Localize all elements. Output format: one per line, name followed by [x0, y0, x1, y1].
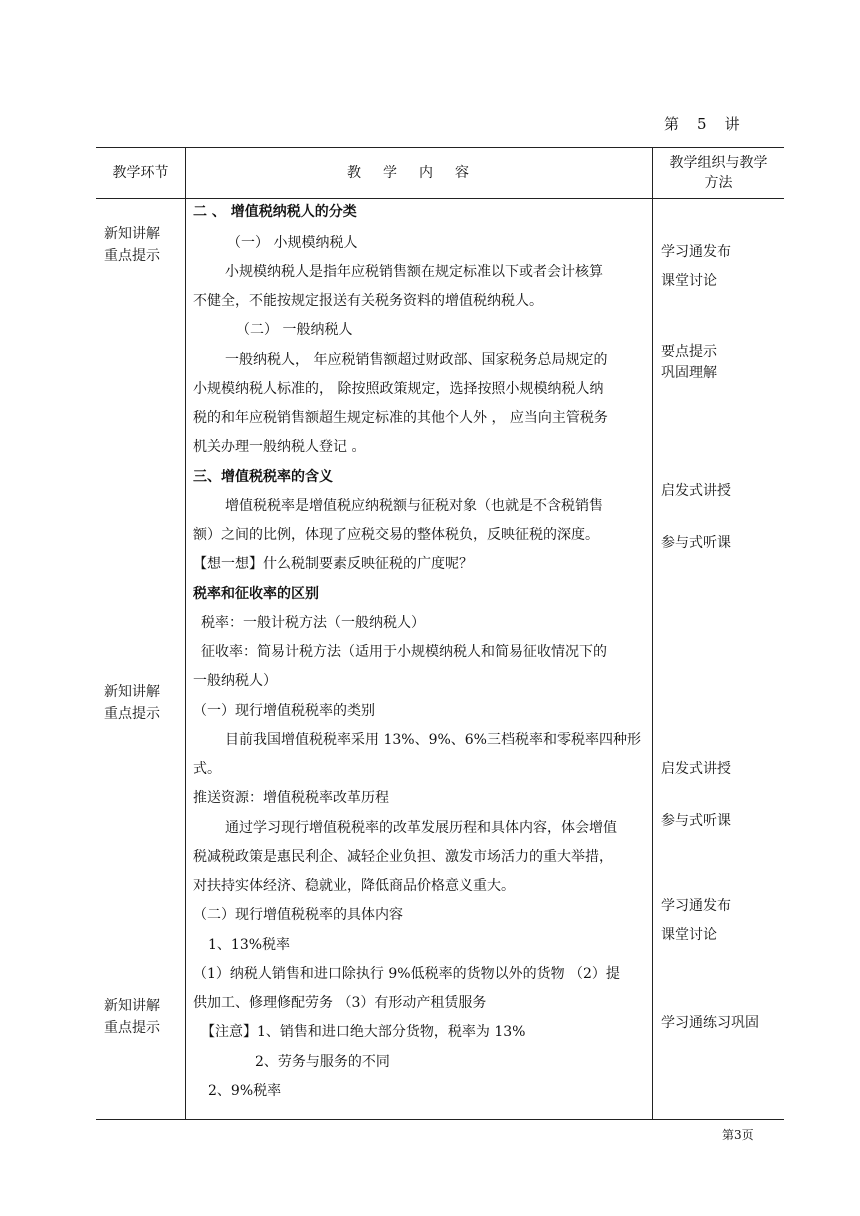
page-number: 第3页 [722, 1128, 754, 1142]
subsection-heading: （二）现行增值税税率的具体内容 [193, 907, 403, 923]
method-label: 参与式听课 [661, 535, 731, 551]
resource-line: 推送资源：增值税税率改革历程 [193, 790, 389, 806]
paragraph-line: （1）纳税人销售和进口除执行 9%低税率的货物以外的货物 （2）提 [193, 966, 620, 982]
header-content: 教学内容 [347, 165, 491, 181]
method-label: 课堂讨论 [661, 273, 717, 289]
item-heading: 1、13%税率 [208, 937, 291, 953]
subsection-heading: （二） 一般纳税人 [236, 322, 353, 338]
item-heading: 2、9%税率 [208, 1083, 282, 1099]
paragraph-line: 目前我国增值税税率采用 13%、9%、6%三档税率和零税率四种形 [225, 732, 641, 748]
note-line: 2、劳务与服务的不同 [255, 1054, 390, 1070]
paragraph-line: 供加工、修理修配劳务 （3）有形动产租赁服务 [193, 995, 487, 1011]
paragraph-line: 通过学习现行增值税税率的改革发展历程和具体内容，体会增值 [225, 820, 617, 836]
column-divider [185, 148, 186, 1119]
lecture-suffix: 讲 [724, 115, 742, 133]
header-divider [96, 198, 784, 199]
paragraph-line: 对扶持实体经济、稳就业，降低商品价格意义重大。 [193, 878, 515, 894]
paragraph-line: 式。 [193, 761, 221, 777]
method-label: 学习通发布 [661, 898, 731, 914]
paragraph-line: 小规模纳税人是指年应税销售额在规定标准以下或者会计核算 [225, 264, 603, 280]
header-method [653, 148, 784, 198]
paragraph-line: 额）之间的比例，体现了应税交易的整体税负，反映征税的深度。 [193, 527, 599, 543]
question-line: 【想一想】什么税制要素反映征税的广度呢？ [193, 556, 473, 572]
note-line: 【注意】1、销售和进口绝大部分货物，税率为 13% [201, 1024, 526, 1040]
header-method-line2: 方法 [704, 175, 733, 191]
stage-line: 新知讲解 [104, 684, 160, 700]
paragraph-line: 征收率：简易计税方法（适用于小规模纳税人和简易征收情况下的 [201, 644, 607, 660]
section-heading: 二 、 增值税纳税人的分类 [193, 204, 357, 220]
paragraph-line: 一般纳税人） [193, 673, 277, 689]
method-label: 要点提示 [661, 344, 717, 360]
method-label: 参与式听课 [661, 813, 731, 829]
method-label: 课堂讨论 [661, 927, 717, 943]
stage-line: 新知讲解 [104, 226, 160, 242]
stage-line: 重点提示 [104, 706, 160, 722]
method-label: 学习通发布 [661, 244, 731, 260]
lecture-prefix: 第 [664, 115, 682, 133]
method-label: 学习通练习巩固 [661, 1015, 759, 1031]
column-divider [652, 148, 653, 1119]
paragraph-line: 机关办理一般纳税人登记 。 [193, 439, 366, 455]
lecture-number [664, 113, 758, 134]
section-heading: 三、增值税税率的含义 [193, 469, 333, 485]
header-method-line1: 教学组织与教学 [669, 155, 768, 171]
method-label: 启发式讲授 [661, 761, 731, 777]
paragraph-line: 增值税税率是增值税应纳税额与征税对象（也就是不含税销售 [225, 498, 603, 514]
method-label: 启发式讲授 [661, 483, 731, 499]
stage-line: 新知讲解 [104, 998, 160, 1014]
paragraph-line: 税率：一般计税方法（一般纳税人） [201, 615, 425, 631]
stage-label [104, 995, 160, 1039]
paragraph-line: 不健全，不能按规定报送有关税务资料的增值税纳税人。 [193, 293, 543, 309]
paragraph-line: 税减税政策是惠民利企、减轻企业负担、激发市场活力的重大举措， [193, 849, 613, 865]
stage-label [104, 223, 160, 267]
stage-line: 重点提示 [104, 1020, 160, 1036]
paragraph-line: 税的和年应税销售额超生规定标准的其他个人外 ， 应当向主管税务 [193, 410, 608, 426]
subsection-heading: （一）现行增值税税率的类别 [193, 703, 375, 719]
paragraph-line: 小规模纳税人标准的， 除按照政策规定，选择按照小规模纳税人纳 [193, 381, 604, 397]
stage-label [104, 681, 160, 725]
subsection-heading: （一） 小规模纳税人 [227, 235, 358, 251]
method-label: 巩固理解 [661, 365, 717, 381]
paragraph-line: 一般纳税人， 年应税销售额超过财政部、国家税务总局规定的 [225, 352, 608, 368]
header-stage: 教学环节 [112, 165, 169, 181]
lecture-num: 5 [697, 115, 709, 133]
section-heading: 税率和征收率的区别 [193, 586, 319, 602]
stage-line: 重点提示 [104, 248, 160, 264]
